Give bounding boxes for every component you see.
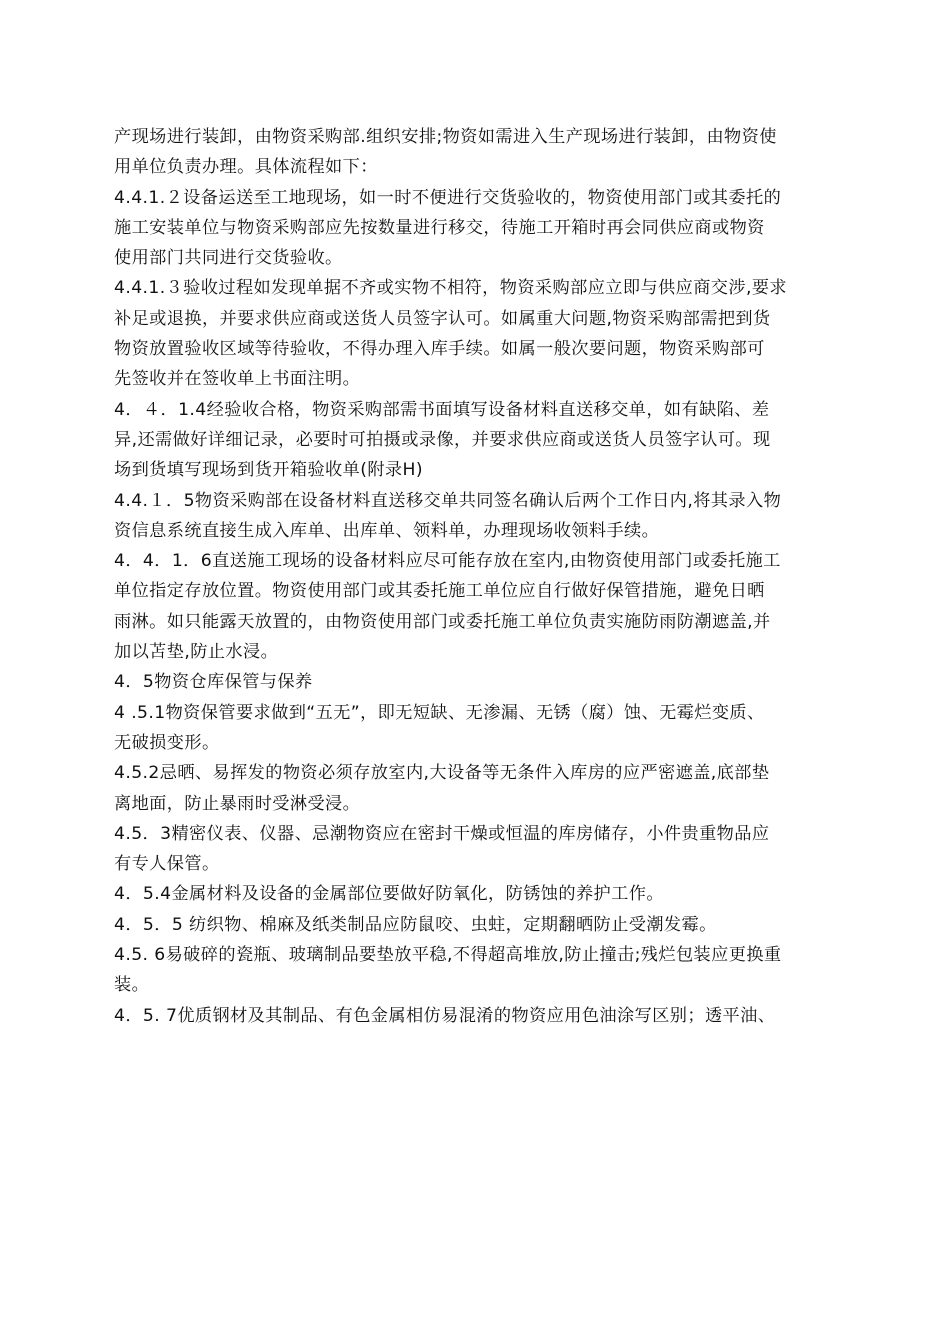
text-line: 4.5. 6易破碎的瓷瓶、玻璃制品要垫放平稳,不得超高堆放,防止撞击;残烂包装应更换重 bbox=[114, 945, 782, 966]
text-line: 产现场进行装卸，由物资采购部.组织安排;物资如需进入生产现场进行装卸，由物资使 bbox=[114, 127, 777, 147]
text-line: 场到货填写现场到货开箱验收单(附录H) bbox=[114, 460, 423, 481]
text-line: 离地面，防止暴雨时受淋受浸。 bbox=[114, 793, 361, 814]
document-body bbox=[114, 122, 854, 1031]
text-line: 有专人保管。 bbox=[114, 854, 220, 875]
text-line: 4．4．1．6直送施工现场的设备材料应尽可能存放在室内,由物资使用部门或委托施工 bbox=[114, 551, 781, 572]
text-line: 4．４．1.4经验收合格，物资采购部需书面填写设备材料直送移交单，如有缺陷、差 bbox=[114, 399, 770, 420]
text-line: 单位指定存放位置。物资使用部门或其委托施工单位应自行做好保管措施，避免日晒 bbox=[114, 581, 765, 602]
text-line: 4．5．5 纺织物、棉麻及纸类制品应防鼠咬、虫蛀，定期翻晒防止受潮发霉。 bbox=[114, 914, 717, 935]
text-line: 4．5.4金属材料及设备的金属部位要做好防氧化，防锈蚀的养护工作。 bbox=[114, 884, 664, 905]
text-line: 4.5．3精密仪表、仪器、忌潮物资应在密封干燥或恒温的库房储存，小件贵重物品应 bbox=[114, 823, 770, 844]
text-line: 4.4.1.３验收过程如发现单据不齐或实物不相符，物资采购部应立即与供应商交涉,要求 bbox=[114, 278, 788, 299]
text-line: 4．5. 7优质钢材及其制品、有色金属相仿易混淆的物资应用色油涂写区别；透平油、 bbox=[114, 1005, 776, 1026]
text-line: 先签收并在签收单上书面注明。 bbox=[114, 369, 361, 390]
text-line: 雨淋。如只能露天放置的，由物资使用部门或委托施工单位负责实施防雨防潮遮盖,并 bbox=[114, 611, 771, 632]
text-line: 加以苫垫,防止水浸。 bbox=[114, 642, 279, 663]
text-line: 4.4.1.２设备运送至工地现场，如一时不便进行交货验收的，物资使用部门或其委托的 bbox=[114, 187, 782, 208]
text-line: 无破损变形。 bbox=[114, 732, 220, 753]
text-line: 使用部门共同进行交货验收。 bbox=[114, 248, 343, 269]
text-line: 施工安装单位与物资采购部应先按数量进行移交，待施工开箱时再会同供应商或物资 bbox=[114, 217, 765, 238]
text-line: 补足或退换，并要求供应商或送货人员签字认可。如属重大问题,物资采购部需把到货 bbox=[114, 308, 771, 329]
text-line: 物资放置验收区域等待验收，不得办理入库手续。如属一般次要问题，物资采购部可 bbox=[114, 339, 765, 360]
text-line: 用单位负责办理。具体流程如下： bbox=[114, 157, 378, 178]
text-line: 4.4.１．5物资采购部在设备材料直送移交单共同签名确认后两个工作日内,将其录入物 bbox=[114, 490, 782, 511]
text-line: 异,还需做好详细记录，必要时可拍摄或录像，并要求供应商或送货人员签字认可。现 bbox=[114, 429, 771, 450]
text-line: 4.5.2忌晒、易挥发的物资必须存放室内,大设备等无条件入库房的应严密遮盖,底部垫 bbox=[114, 763, 770, 784]
text-line: 装。 bbox=[114, 975, 150, 996]
text-line: 资信息系统直接生成入库单、出库单、领料单，办理现场收领料手续。 bbox=[114, 520, 660, 541]
text-line: 4 .5.1物资保管要求做到“五无”，即无短缺、无渗漏、无锈（腐）蚀、无霉烂变质、 bbox=[114, 702, 765, 723]
section-heading: 4．5物资仓库保管与保养 bbox=[114, 672, 313, 693]
